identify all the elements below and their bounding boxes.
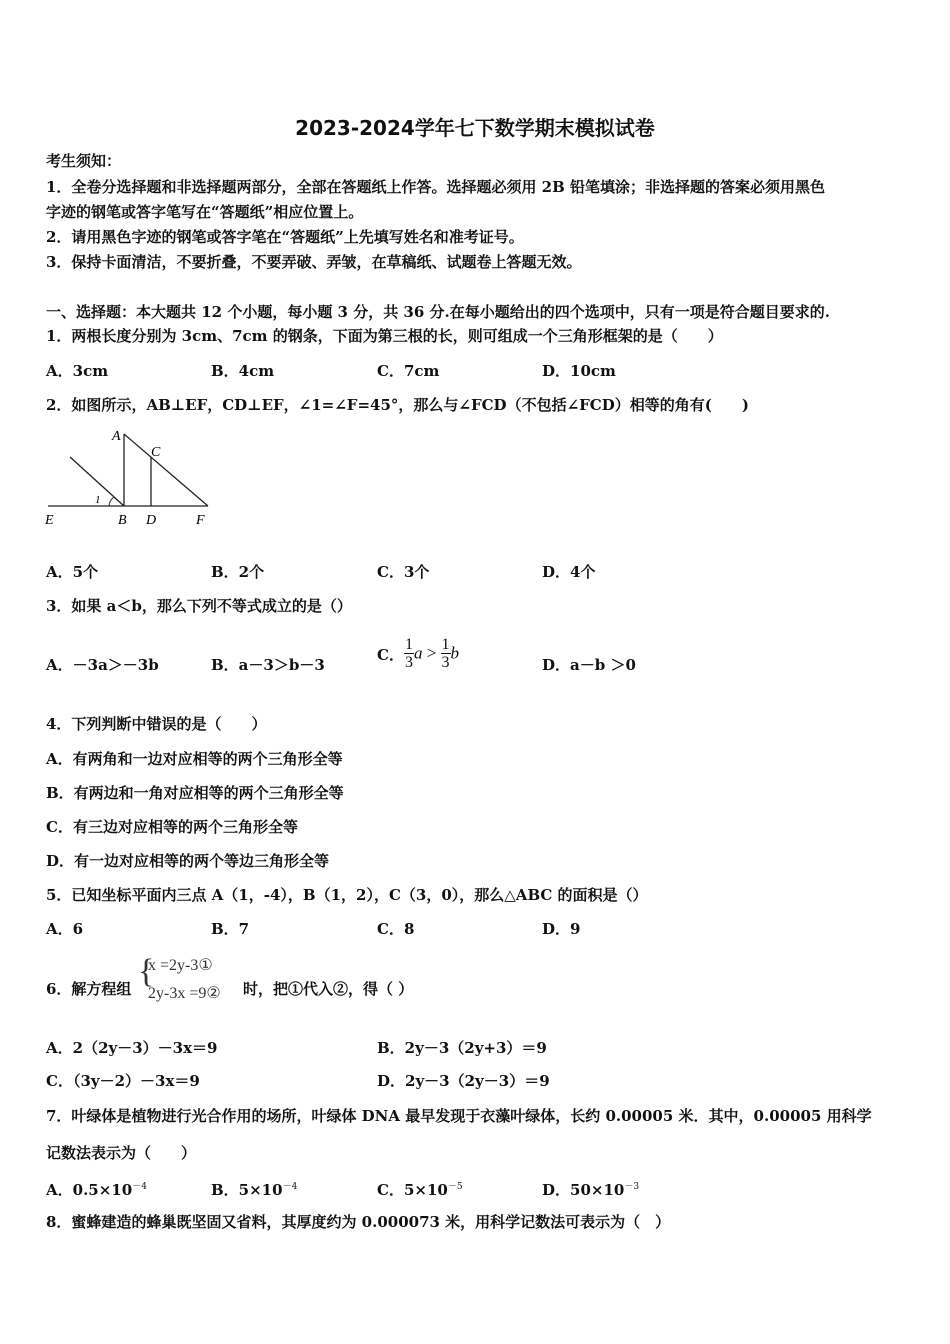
question-1-stem: 1．两根长度分别为 3cm、7cm 的钢条，下面为第三根的长，则可组成一个三角形框架的是（ ）	[46, 327, 723, 345]
notice-line-1b: 字迹的钢笔或答字笔写在“答题纸”相应位置上。	[46, 203, 364, 221]
question-3-stem: 3．如果 a＜b，那么下列不等式成立的是（）	[46, 597, 352, 615]
q5-option-b: B．7	[211, 920, 250, 938]
q6-option-d: D．2y－3（2y－3）＝9	[377, 1072, 550, 1090]
notice-line-1a: 1．全卷分选择题和非选择题两部分，全部在答题纸上作答。选择题必须用 2B 铅笔填涂；非选择题的答案必须用黑色	[46, 178, 826, 196]
q5-option-c: C．8	[377, 920, 415, 938]
label-f: F	[196, 513, 205, 528]
var-a: a	[413, 643, 423, 663]
q2-option-c: C．3个	[377, 563, 430, 581]
q7-option-d	[542, 1177, 639, 1200]
question-4-stem: 4．下列判断中错误的是（ ）	[46, 715, 267, 733]
q3-option-c-label: C．	[377, 645, 404, 664]
question-8-stem: 8．蜜蜂建造的蜂巢既坚固又省料，其厚度约为 0.000073 米，用科学记数法可表示为（ ）	[46, 1213, 671, 1231]
label-b: B	[118, 513, 127, 528]
q4-option-d: D．有一边对应相等的两个等边三角形全等	[46, 852, 330, 870]
q3-option-c	[377, 636, 459, 671]
q7-option-d-exponent: －3	[624, 1182, 640, 1192]
fraction-numerator: 1	[404, 636, 413, 653]
question-5-stem: 5．已知坐标平面内三点 A（1，-4），B（1，2），C（3，0），那么△ABC 的面积是（）	[46, 886, 648, 904]
angle-1-arc	[109, 497, 114, 506]
q6-option-a: A．2（2y－3）－3x＝9	[46, 1039, 218, 1057]
fraction-denominator: 3	[441, 654, 450, 671]
notice-line-2: 2．请用黑色字迹的钢笔或答字笔在“答题纸”上先填写姓名和准考证号。	[46, 228, 524, 246]
q6-option-b: B．2y－3（2y+3）＝9	[377, 1039, 547, 1057]
label-c: C	[151, 445, 161, 460]
q7-option-b	[211, 1177, 297, 1200]
q2-option-a: A．5个	[46, 563, 99, 581]
question-7-stem-line-1: 7．叶绿体是植物进行光合作用的场所，叶绿体 DNA 最早发现于衣藻叶绿体，长约 0.00005 米．其中，0.00005 用科学	[46, 1107, 872, 1125]
q2-geometry-figure	[40, 420, 220, 532]
q3-option-b: B．a－3＞b－3	[211, 656, 325, 674]
q4-option-a: A．有两角和一边对应相等的两个三角形全等	[46, 750, 343, 768]
q3-option-d: D．a－b ＞0	[542, 656, 636, 674]
line-af	[124, 434, 208, 506]
page-title: 2023-2024学年七下数学期末模拟试卷	[295, 116, 655, 140]
q5-option-d: D．9	[542, 920, 581, 938]
q7-option-c-base: C．5×10	[377, 1181, 448, 1199]
q7-option-a-exponent: －4	[132, 1182, 147, 1192]
var-b: b	[450, 643, 460, 663]
q7-option-b-exponent: －4	[282, 1182, 298, 1192]
label-angle-1: 1	[95, 494, 101, 506]
q1-option-b: B．4cm	[211, 362, 275, 380]
question-6-stem-prefix: 6．解方程组	[46, 980, 132, 998]
equation-2: 2y-3x =9②	[148, 985, 221, 1002]
q3-option-a: A．－3a＞－3b	[46, 656, 159, 674]
greater-than-sign: >	[422, 643, 441, 663]
q1-option-d: D．10cm	[542, 362, 616, 380]
fraction-numerator: 1	[441, 636, 450, 653]
q7-option-b-base: B．5×10	[211, 1181, 283, 1199]
q1-option-c: C．7cm	[377, 362, 440, 380]
q5-option-a: A．6	[46, 920, 84, 938]
label-e: E	[45, 513, 54, 528]
q6-option-c: C．（3y－2）－3x＝9	[46, 1072, 200, 1090]
question-6-stem-suffix: 时，把①代入②，得（ ）	[243, 980, 414, 998]
q3-fraction-left	[404, 636, 414, 671]
label-d: D	[146, 513, 157, 528]
label-a: A	[112, 429, 121, 444]
q3-fraction-right	[441, 636, 451, 671]
q2-option-d: D．4个	[542, 563, 596, 581]
equation-1: x =2y-3①	[148, 957, 213, 974]
section-1-heading: 一、选择题：本大题共 12 个小题，每小题 3 分，共 36 分.在每小题给出的四个选项中，只有一项是符合题目要求的.	[46, 303, 830, 321]
notice-heading: 考生须知：	[46, 152, 122, 170]
q7-option-d-base: D．50×10	[542, 1181, 625, 1199]
equation-system-brace: {	[138, 953, 155, 990]
q2-option-b: B．2个	[211, 563, 265, 581]
q4-option-b: B．有两边和一角对应相等的两个三角形全等	[46, 784, 344, 802]
q7-option-a-base: A．0.5×10	[46, 1181, 133, 1199]
notice-line-3: 3．保持卡面清洁，不要折叠，不要弄破、弄皱，在草稿纸、试题卷上答题无效。	[46, 253, 582, 271]
q7-option-a	[46, 1177, 147, 1200]
question-7-stem-line-2: 记数法表示为（ ）	[46, 1144, 197, 1162]
q1-option-a: A．3cm	[46, 362, 109, 380]
q7-option-c-exponent: －5	[447, 1182, 463, 1192]
q7-option-c	[377, 1177, 463, 1200]
question-2-stem: 2．如图所示，AB⊥EF，CD⊥EF，∠1=∠F=45°，那么与∠FCD（不包括∠FCD）相等的角有( )	[46, 396, 749, 414]
q4-option-c: C．有三边对应相等的两个三角形全等	[46, 818, 298, 836]
fraction-denominator: 3	[404, 654, 413, 671]
